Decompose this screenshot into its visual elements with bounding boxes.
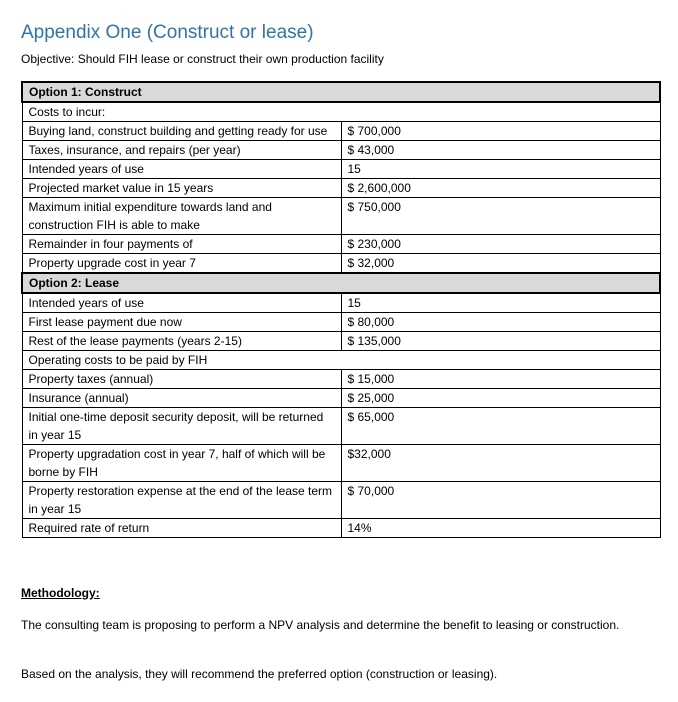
table-row [22, 102, 660, 122]
row-value: $ 43,000 [341, 141, 660, 160]
row-value: $ 230,000 [341, 235, 660, 254]
table-row [22, 519, 660, 538]
row-value: 14% [341, 519, 660, 538]
methodology-heading: Methodology: [21, 586, 100, 600]
page-title: Appendix One (Construct or lease) [21, 22, 314, 43]
row-value: $ 32,000 [341, 254, 660, 274]
row-value: $ 2,600,000 [341, 179, 660, 198]
row-value: 15 [341, 160, 660, 179]
row-value: $ 70,000 [341, 482, 660, 519]
table-row [22, 351, 660, 370]
row-label: Projected market value in 15 years [22, 179, 341, 198]
table-row [22, 313, 660, 332]
table-row [22, 482, 660, 519]
row-label: Property upgrade cost in year 7 [22, 254, 341, 274]
row-value: $ 80,000 [341, 313, 660, 332]
row-label: Insurance (annual) [22, 389, 341, 408]
row-value: $ 25,000 [341, 389, 660, 408]
option2-heading-row [22, 273, 660, 293]
table-row [22, 160, 660, 179]
row-label: Intended years of use [22, 160, 341, 179]
table-row [22, 122, 660, 141]
table-row [22, 293, 660, 313]
row-label: Intended years of use [22, 293, 341, 313]
row-value: $ 65,000 [341, 408, 660, 445]
table-row [22, 235, 660, 254]
row-label: Remainder in four payments of [22, 235, 341, 254]
methodology-paragraph-2: Based on the analysis, they will recommend the preferred option (construction or leasing). [21, 667, 498, 681]
row-label: Buying land, construct building and getting ready for use [22, 122, 341, 141]
option1-heading-row [22, 82, 660, 102]
table-row [22, 179, 660, 198]
comparison-table [21, 81, 661, 538]
row-value: $ 15,000 [341, 370, 660, 389]
row-label: Property restoration expense at the end of the lease term in year 15 [22, 482, 341, 519]
table-row [22, 389, 660, 408]
row-label: First lease payment due now [22, 313, 341, 332]
table-row [22, 445, 660, 482]
row-value: $ 750,000 [341, 198, 660, 235]
row-label: Costs to incur: [22, 102, 660, 122]
table-row [22, 408, 660, 445]
row-value: $ 135,000 [341, 332, 660, 351]
table-row [22, 332, 660, 351]
objective-text: Objective: Should FIH lease or construct their own production facility [21, 52, 384, 66]
row-label: Operating costs to be paid by FIH [22, 351, 660, 370]
row-label: Property taxes (annual) [22, 370, 341, 389]
row-value: $32,000 [341, 445, 660, 482]
row-label: Property upgradation cost in year 7, half of which will be borne by FIH [22, 445, 341, 482]
row-label: Maximum initial expenditure towards land and construction FIH is able to make [22, 198, 341, 235]
row-value: 15 [341, 293, 660, 313]
row-label: Rest of the lease payments (years 2-15) [22, 332, 341, 351]
methodology-paragraph-1: The consulting team is proposing to perform a NPV analysis and determine the benefit to leasing or construction. [21, 618, 620, 632]
table-row [22, 198, 660, 235]
table-row [22, 254, 660, 274]
row-value: $ 700,000 [341, 122, 660, 141]
table-row [22, 141, 660, 160]
table-row [22, 370, 660, 389]
row-label: Taxes, insurance, and repairs (per year) [22, 141, 341, 160]
option2-heading: Option 2: Lease [22, 273, 660, 293]
option1-heading: Option 1: Construct [22, 82, 660, 102]
row-label: Initial one-time deposit security deposit, will be returned in year 15 [22, 408, 341, 445]
row-label: Required rate of return [22, 519, 341, 538]
